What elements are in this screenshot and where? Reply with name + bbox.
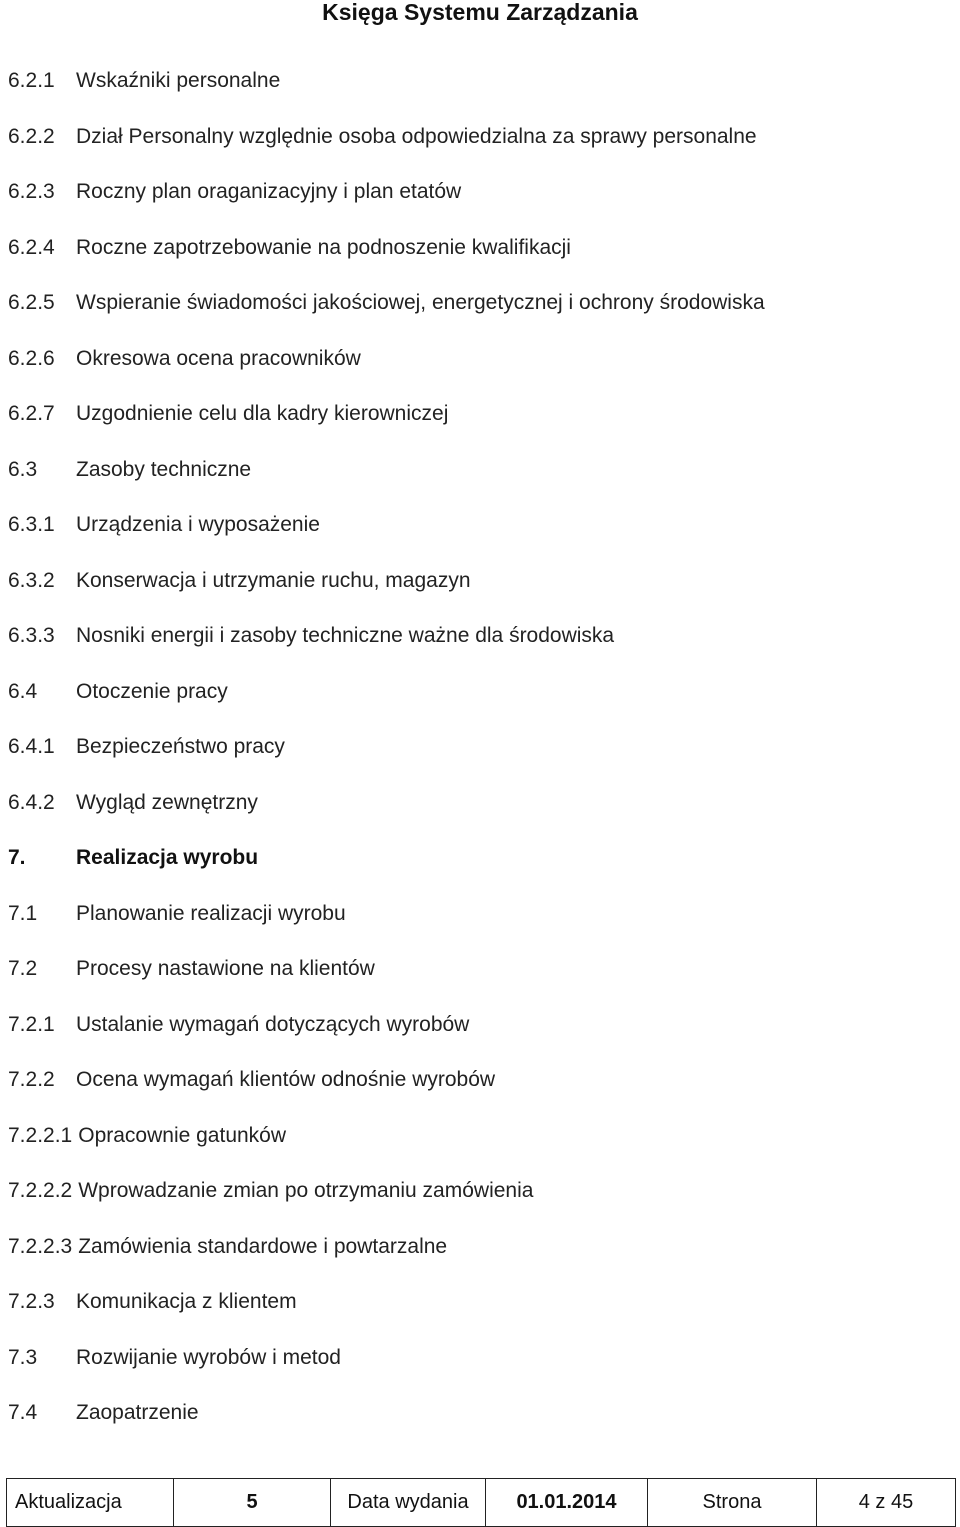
toc-entry (8, 1343, 948, 1399)
toc-text: Wygląd zewnętrzny (76, 790, 258, 814)
toc-number: 7.2.1 (8, 1012, 55, 1036)
issue-date-value: 01.01.2014 (486, 1479, 648, 1527)
toc-number: 7.2.2.3 (8, 1234, 73, 1258)
toc-number: 6.3.3 (8, 624, 55, 647)
toc-number: 6.2.5 (8, 291, 55, 314)
toc-number: 7. (8, 846, 26, 869)
toc-text: Zaopatrzenie (76, 1401, 199, 1424)
toc-number: 7.2 (8, 957, 38, 980)
table-of-contents (8, 66, 948, 1454)
toc-number: 6.3.2 (8, 568, 55, 592)
toc-entry (8, 566, 948, 622)
toc-entry (8, 233, 948, 289)
toc-text: Wskaźniki personalne (76, 69, 281, 92)
footer-row (7, 1479, 956, 1527)
toc-entry (8, 1010, 948, 1066)
toc-number: 6.2.1 (8, 69, 55, 92)
toc-entry (8, 954, 948, 1010)
update-label: Aktualizacja (7, 1479, 174, 1527)
toc-text: Planowanie realizacji wyrobu (76, 901, 346, 925)
toc-number: 7.2.3 (8, 1290, 55, 1313)
toc-entry (8, 1398, 948, 1454)
toc-text: Ustalanie wymagań dotyczących wyrobów (76, 1012, 470, 1036)
toc-text: Procesy nastawione na klientów (76, 957, 375, 980)
toc-number: 6.2.3 (8, 180, 55, 203)
toc-text: Dział Personalny względnie osoba odpowiedzialna za sprawy personalne (76, 124, 757, 148)
toc-text: Otoczenie pracy (76, 679, 228, 703)
toc-text: Realizacja wyrobu (76, 846, 259, 869)
toc-number: 6.2.4 (8, 235, 55, 259)
toc-text: Komunikacja z klientem (76, 1290, 297, 1313)
toc-text: Rozwijanie wyrobów i metod (76, 1345, 341, 1369)
toc-number: 7.2.2.2 (8, 1179, 73, 1202)
toc-entry (8, 455, 948, 511)
toc-entry (8, 510, 948, 566)
toc-entry (8, 122, 948, 178)
toc-entry (8, 177, 948, 233)
document-footer-table (6, 1478, 956, 1527)
toc-entry (8, 1065, 948, 1121)
toc-entry (8, 66, 948, 122)
toc-text: Ocena wymagań klientów odnośnie wyrobów (76, 1068, 496, 1091)
toc-entry (8, 288, 948, 344)
toc-entry (8, 732, 948, 788)
toc-text: Zasoby techniczne (76, 457, 252, 481)
toc-entry (8, 399, 948, 455)
toc-number: 6.2.6 (8, 346, 55, 370)
toc-text: Bezpieczeństwo pracy (76, 735, 285, 758)
toc-number: 7.4 (8, 1401, 38, 1424)
toc-text: Urządzenia i wyposażenie (76, 513, 320, 536)
toc-number: 6.4.2 (8, 790, 55, 814)
toc-text: Zamówienia standardowe i powtarzalne (78, 1234, 448, 1258)
toc-number: 7.2.2.1 (8, 1123, 73, 1147)
toc-text: Wspieranie świadomości jakościowej, energetycznej i ochrony środowiska (76, 291, 765, 314)
toc-number: 6.4.1 (8, 735, 55, 758)
page-title: Księga Systemu Zarządzania (322, 0, 638, 25)
toc-number: 7.1 (8, 901, 38, 925)
page-value: 4 z 45 (817, 1479, 956, 1527)
toc-number: 7.2.2 (8, 1068, 55, 1091)
toc-number: 7.3 (8, 1345, 38, 1369)
toc-entry (8, 344, 948, 400)
toc-text: Wprowadzanie zmian po otrzymaniu zamówienia (78, 1179, 534, 1202)
toc-number: 6.2.7 (8, 402, 55, 425)
toc-entry (8, 677, 948, 733)
toc-entry (8, 1121, 948, 1177)
toc-text: Roczny plan oraganizacyjny i plan etatów (76, 180, 462, 203)
toc-entry (8, 899, 948, 955)
toc-entry (8, 1287, 948, 1343)
toc-number: 6.3 (8, 457, 38, 481)
toc-number: 6.2.2 (8, 124, 55, 148)
page-label: Strona (648, 1479, 817, 1527)
toc-chapter-heading (8, 843, 948, 899)
toc-text: Okresowa ocena pracowników (76, 346, 361, 370)
toc-number: 6.4 (8, 679, 38, 703)
toc-text: Roczne zapotrzebowanie na podnoszenie kwalifikacji (76, 235, 571, 259)
toc-text: Opracownie gatunków (78, 1123, 287, 1147)
toc-text: Uzgodnienie celu dla kadry kierowniczej (76, 402, 449, 425)
toc-entry (8, 1232, 948, 1288)
toc-text: Konserwacja i utrzymanie ruchu, magazyn (76, 568, 471, 592)
toc-entry (8, 788, 948, 844)
toc-number: 6.3.1 (8, 513, 55, 536)
issue-date-label: Data wydania (331, 1479, 486, 1527)
update-value: 5 (174, 1479, 331, 1527)
toc-entry (8, 1176, 948, 1232)
toc-entry (8, 621, 948, 677)
toc-text: Nosniki energii i zasoby techniczne ważne dla środowiska (76, 624, 615, 647)
